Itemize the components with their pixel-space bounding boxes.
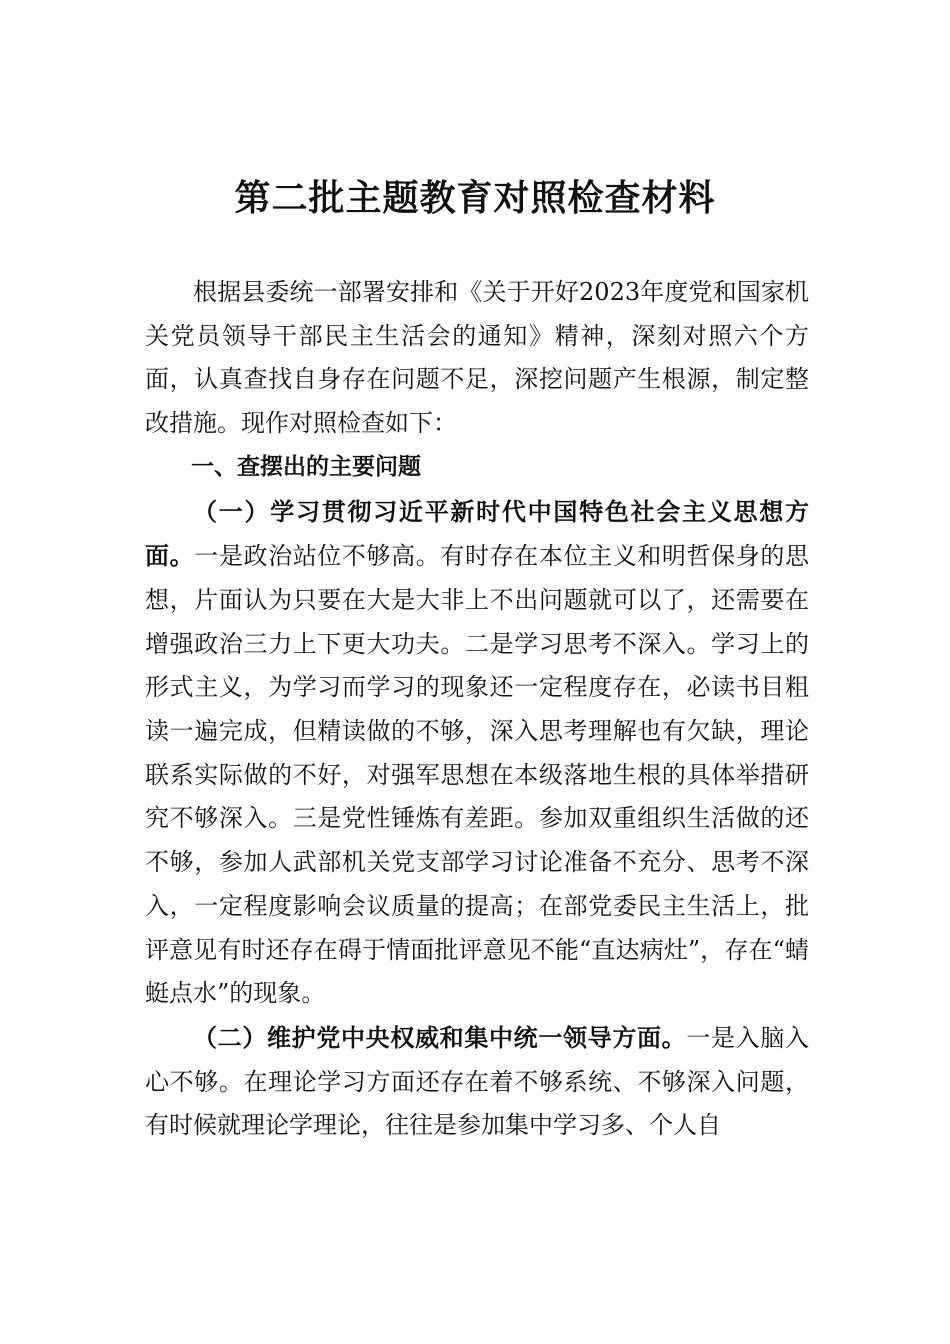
item-text-1: 一是政治站位不够高。有时存在本位主义和明哲保身的思想，片面认为只要在大是大非上不出问题就可以了，还需要在增强政治三力上下更大功夫。二是学习思考不深入。学习上的形式主义，为学习而学习的现象还一定程度存在，必读书目粗读一遍完成，但精读做的不够，深入思考理解也有欠缺，理论联系实际做的不好，对强军思想在本级落地生根的具体举措研究不够深入。三是党性锤炼有差距。参加双重组织生活做的还不够，参加人武部机关党支部学习讨论准备不充分、思考不深入，一定程度影响会议质量的提高；在部党委民主生活上，批评意见有时还存在碍于情面批评意见不能“直达病灶”，存在“蜻蜓点水”的现象。	[145, 542, 810, 1008]
item-paragraph-1	[145, 490, 809, 1016]
document-title: 第二批主题教育对照检查材料	[234, 177, 716, 219]
document-body	[145, 271, 809, 1148]
intro-paragraph: 根据县委统一部署安排和《关于开好2023年度党和国家机关党员领导干部民主生活会的通知》精神，深刻对照六个方面，认真查找自身存在问题不足，深挖问题产生根源，制定整改措施。现作对照检查如下：	[145, 278, 809, 438]
item-lead-1: （一）学习贯彻习近平新时代中国特色社会主义思想方面。	[145, 496, 809, 571]
item-lead-2: （二）维护党中央权威和集中统一领导方面。	[193, 1022, 687, 1052]
section-heading-problems: 一、查摆出的主要问题	[191, 453, 421, 480]
item-text-2: 一是入脑入心不够。在理论学习方面还存在着不够系统、不够深入问题，有时候就理论学理论，往往是参加集中学习多、个人自	[145, 1023, 810, 1140]
item-paragraph-2	[145, 1016, 809, 1148]
